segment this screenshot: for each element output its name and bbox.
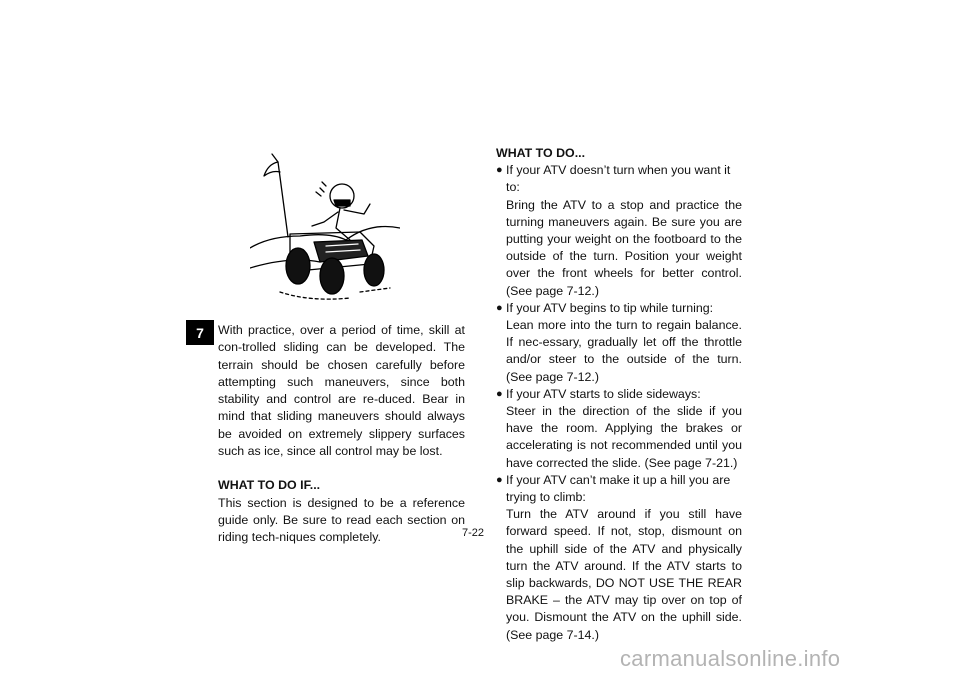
- chapter-tab: 7: [186, 320, 214, 345]
- bullet-icon: ●: [496, 164, 503, 177]
- what-to-do-heading: WHAT TO DO...: [496, 146, 586, 160]
- reference-guide-paragraph: This section is designed to be a reference guide only. Be sure to read each section on riding tech-niques completely.: [218, 495, 465, 545]
- sliding-paragraph: With practice, over a period of time, skill at con-trolled sliding can be developed. The terrain should be chosen carefully before attempting such maneuvers, since both stability and control are re-duced. Bear in mind that sliding maneuvers should always be avoided on extremely slippery surfaces such as ice, since all control may be lost.: [218, 323, 465, 459]
- list-item-title: If your ATV starts to slide sideways:: [506, 386, 701, 401]
- list-item: [496, 162, 742, 300]
- what-to-do-if-heading: WHAT TO DO IF...: [218, 478, 321, 493]
- list-item-title: If your ATV begins to tip while turning:: [506, 300, 714, 315]
- list-item-title: If your ATV doesn’t turn when you want it to:: [506, 163, 731, 195]
- list-item: [496, 300, 742, 386]
- left-column: [218, 322, 465, 547]
- list-item-body: Turn the ATV around if you still have forward speed. If not, stop, dismount on the uphill side of the ATV and physically turn the ATV around. If the ATV starts to slip backwards, DO NOT USE THE REAR BRAKE – the ATV may tip over on top of you. Dismount the ATV on the uphill side. (See page 7-14.): [506, 507, 742, 642]
- list-item: [496, 472, 742, 644]
- right-column: [496, 145, 742, 644]
- atv-rider-illustration: [250, 152, 400, 307]
- bullet-icon: ●: [496, 301, 503, 314]
- list-item: [496, 386, 742, 472]
- list-item-body: Steer in the direction of the slide if you have the room. Applying the brakes or accelerating is not recommended until you have corrected the slide. (See page 7-21.): [506, 404, 742, 470]
- list-item-title: If your ATV can’t make it up a hill you are trying to climb:: [506, 472, 731, 505]
- list-item-body: Lean more into the turn to regain balance. If nec-essary, gradually let off the throttle and/or steer to the outside of the turn. (See page 7-12.): [506, 318, 742, 384]
- bullet-icon: ●: [496, 387, 503, 400]
- watermark[interactable]: carmanualsonline.info: [620, 646, 841, 671]
- list-item-body: Bring the ATV to a stop and practice the turning maneuvers again. Be sure you are putting your weight on the footboard to the outside of the turn. Position your weight over the front wheels for better control. (See page 7-12.): [506, 197, 742, 298]
- page-number: 7-22: [462, 527, 485, 539]
- bullet-icon: ●: [496, 473, 503, 486]
